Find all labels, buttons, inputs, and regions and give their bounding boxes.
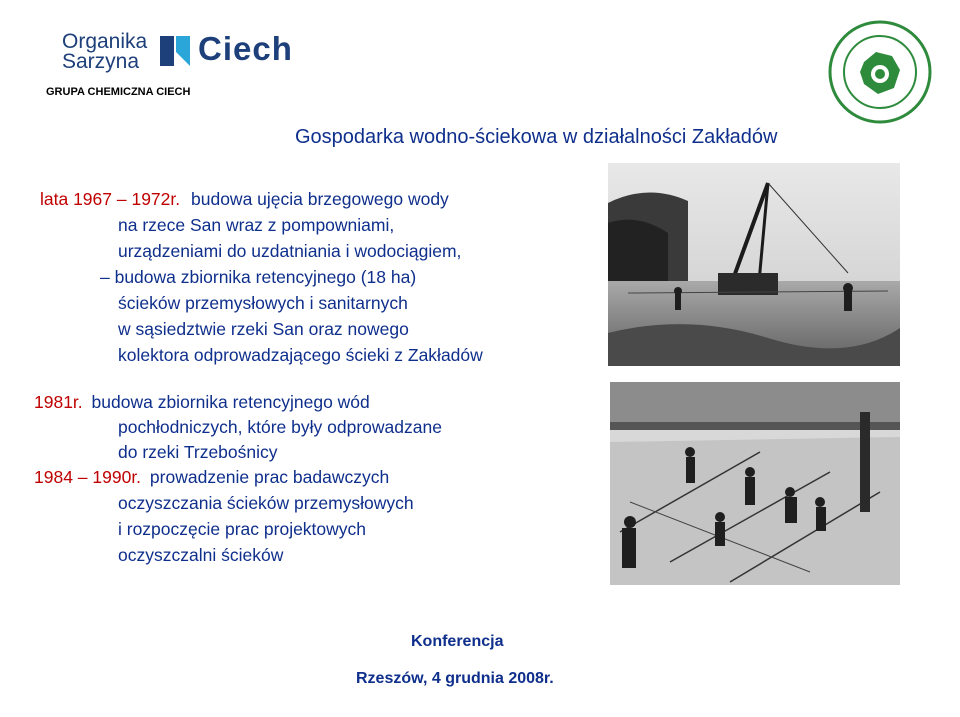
- history-1981: [34, 389, 370, 415]
- text-line: budowa zbiornika retencyjnego wód: [91, 392, 370, 412]
- text-line: do rzeki Trzebośnicy: [118, 442, 278, 462]
- conference-label: Konferencja: [411, 633, 504, 650]
- text-line: – budowa zbiornika retencyjnego (18 ha): [100, 267, 417, 287]
- text-line: oczyszczania ścieków przemysłowych: [118, 493, 414, 513]
- photo-crane-icon: [608, 163, 900, 366]
- group-label: GRUPA CHEMICZNA CIECH: [46, 86, 191, 98]
- text-line: na rzece San wraz z pompowniami,: [118, 215, 395, 235]
- wios-seal: [826, 18, 934, 126]
- text-line: kolektora odprowadzającego ścieki z Zakładów: [118, 345, 483, 365]
- year-label: 1981r.: [34, 392, 83, 412]
- text-line: urządzeniami do uzdatniania i wodociągiem,: [118, 241, 462, 261]
- conference-date: Rzeszów, 4 grudnia 2008r.: [356, 670, 554, 687]
- seal-emblem-icon: [826, 18, 934, 126]
- text-line: budowa ujęcia brzegowego wody: [191, 189, 449, 209]
- text-line: prowadzenie prac badawczych: [149, 467, 390, 487]
- organika-sarzyna-logo: [62, 32, 147, 72]
- ciech-logo: [160, 30, 320, 68]
- construction-photo-crane: [608, 163, 900, 366]
- page-title: Gospodarka wodno-ściekowa w działalności Zakładów: [295, 126, 778, 148]
- text-line: w sąsiedztwie rzeki San oraz nowego: [118, 319, 409, 339]
- history-1984: [34, 464, 389, 490]
- year-label: 1984 – 1990r.: [34, 467, 142, 487]
- text-line: ścieków przemysłowych i sanitarnych: [118, 293, 408, 313]
- text-line: oczyszczalni ścieków: [118, 545, 284, 565]
- history-1967: [40, 186, 449, 212]
- logo-line-1: Organika: [62, 30, 148, 53]
- text-line: pochłodniczych, które były odprowadzane: [118, 417, 442, 437]
- logo-line-2: Sarzyna: [62, 50, 140, 73]
- construction-photo-workers: [610, 382, 900, 585]
- year-label: lata 1967 – 1972r.: [40, 189, 181, 209]
- photo-workers-icon: [610, 382, 900, 585]
- text-line: i rozpoczęcie prac projektowych: [118, 519, 367, 539]
- ciech-wordmark: Ciech: [198, 30, 293, 67]
